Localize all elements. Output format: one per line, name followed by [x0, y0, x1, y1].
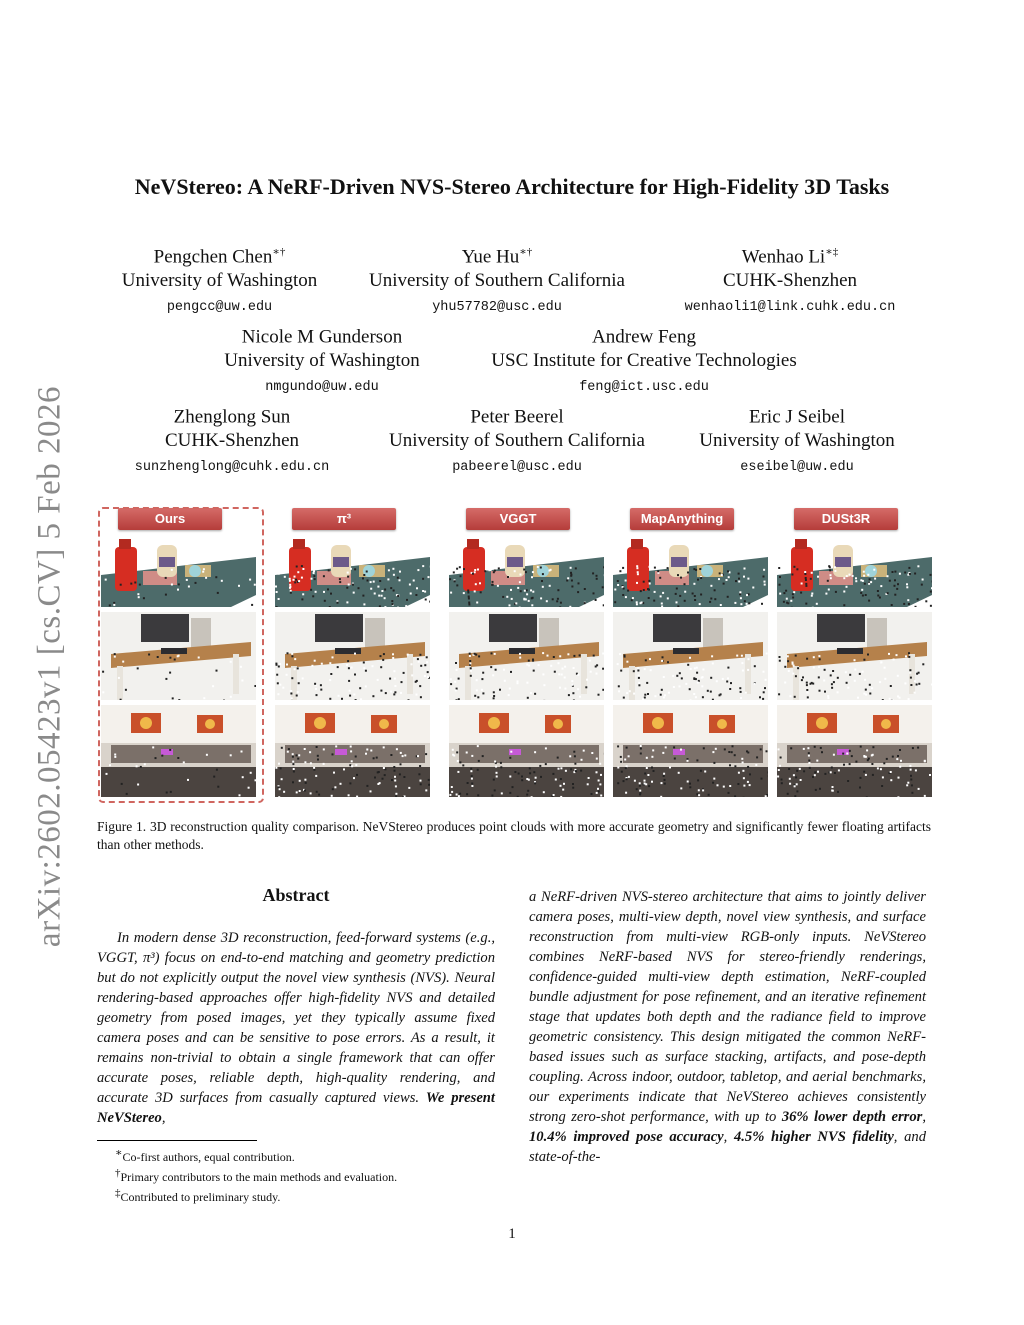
abstract-text: , and state-of-the- — [529, 1129, 926, 1165]
author-name: Nicole M Gunderson — [241, 326, 403, 348]
abstract-text: In modern dense 3D reconstruction, feed-forward systems (e.g., VGGT, π³) focus on end-to-end matching and geometry prediction but do not explicitly output the novel view synthesis (NVS). Neural rendering-based approaches offer high-fidelity NVS and detailed geometry from posed images, yet they typically assume fixed camera poses and can be sensitive to pose errors. As a result, it remains non-trivial to obtain a single framework that can offer accurate poses, reliable depth, high-quality rendering, and accurate 3D surfaces from casually captured views. — [97, 930, 495, 1106]
author-affiliation: University of Washington — [224, 350, 420, 372]
abstract-emphasis: 10.4% improved pose accuracy — [529, 1129, 724, 1145]
point-cloud-render — [613, 705, 768, 797]
point-cloud-render — [613, 535, 768, 607]
author-email[interactable]: nmgundo@uw.edu — [265, 380, 379, 396]
author-block — [97, 240, 342, 321]
footnotes — [97, 1145, 497, 1205]
author-affiliation: University of Southern California — [389, 430, 645, 452]
author-name: Peter Beerel — [470, 406, 564, 428]
footnote — [97, 1165, 497, 1185]
author-affiliation: CUHK-Shenzhen — [722, 270, 858, 292]
method-label: Ours — [118, 508, 222, 530]
author-block — [678, 400, 916, 481]
abstract-emphasis: We present NeVStereo — [97, 1090, 495, 1126]
author-email[interactable]: feng@ict.usc.edu — [579, 380, 709, 396]
method-label: DUSt3R — [794, 508, 898, 530]
point-cloud-render — [275, 535, 430, 607]
footnote-mark: ‡ — [115, 1187, 121, 1199]
author-block — [110, 400, 354, 481]
abstract-text: a NeRF-driven NVS-stereo architecture that aims to jointly deliver camera poses, multi-view depth, novel view synthesis, and surface reconstruction from multi-view RGB-only inputs. NeVStereo combines NeRF-based NVS for stereo-friendly renderings, confidence-guided multi-view depth estimation, NeRF-coupled bundle adjustment for pose refinement, and an iterative refinement stage that updates both depth and the radiance field to improve geometric consistency. This design mitigated the common NeRF-based issues such as surface stacking, artifacts, and pose-depth coupling. Across indoor, outdoor, tabletop, and aerial benchmarks, our experiments indicate that NeVStereo achieves consistently strong zero-shot performance, with up to — [529, 889, 926, 1125]
abstract-emphasis: 36% lower depth error — [781, 1109, 923, 1125]
point-cloud-render — [777, 612, 932, 700]
point-cloud-render — [777, 705, 932, 797]
author-name: Yue Hu — [461, 246, 520, 268]
footnote-mark: ∗ — [115, 1147, 123, 1159]
paper-title: NeVStereo: A NeRF-Driven NVS-Stereo Architecture for High-Fidelity 3D Tasks — [134, 174, 890, 199]
author-marks: ∗† — [519, 246, 533, 258]
abstract-heading: Abstract — [262, 885, 330, 905]
author-name: Zhenglong Sun — [173, 406, 291, 428]
abstract-left-column — [97, 928, 495, 1128]
author-block — [470, 320, 818, 401]
point-cloud-render — [275, 705, 430, 797]
method-label: π³ — [292, 508, 396, 530]
figure-column-3 — [609, 505, 769, 803]
author-email[interactable]: sunzhenglong@cuhk.edu.cn — [134, 460, 330, 476]
footnote-rule — [97, 1140, 257, 1141]
author-email[interactable]: wenhaoli1@link.cuhk.edu.cn — [684, 300, 896, 316]
abstract-text: , — [723, 1129, 728, 1145]
footnote-text: Contributed to preliminary study. — [120, 1190, 281, 1204]
author-block — [372, 400, 662, 481]
footnote-text: Co-first authors, equal contribution. — [122, 1150, 295, 1164]
author-affiliation: University of Washington — [699, 430, 895, 452]
footnote — [97, 1185, 497, 1205]
point-cloud-render — [449, 612, 604, 700]
method-label: VGGT — [466, 508, 570, 530]
author-affiliation: CUHK-Shenzhen — [164, 430, 300, 452]
author-name: Wenhao Li — [741, 246, 826, 268]
author-block — [352, 240, 642, 321]
figure-column-0 — [97, 505, 257, 803]
author-name: Andrew Feng — [592, 326, 696, 348]
author-marks: ∗‡ — [825, 246, 839, 258]
author-block — [660, 240, 920, 321]
method-label: MapAnything — [630, 508, 734, 530]
figure-caption: Figure 1. 3D reconstruction quality comparison. NeVStereo produces point clouds with more accurate geometry and significantly fewer floating artifacts than other methods. — [97, 819, 931, 852]
abstract-text: , — [161, 1110, 166, 1126]
author-email[interactable]: pabeerel@usc.edu — [452, 460, 582, 476]
footnote-mark: † — [115, 1167, 121, 1179]
figure-column-4 — [773, 505, 933, 803]
author-affiliation: University of Southern California — [369, 270, 625, 292]
point-cloud-render — [449, 705, 604, 797]
highlight-frame — [98, 507, 264, 803]
point-cloud-render — [449, 535, 604, 607]
abstract-text: , — [922, 1109, 926, 1125]
author-email[interactable]: yhu57782@usc.edu — [432, 300, 562, 316]
author-affiliation: University of Washington — [121, 270, 318, 292]
point-cloud-render — [275, 612, 430, 700]
page-number: 1 — [508, 1226, 516, 1242]
figure-column-2 — [445, 505, 605, 803]
abstract-right-column — [529, 887, 926, 1167]
point-cloud-render — [613, 612, 768, 700]
arxiv-identifier-stamp: arXiv:2602.05423v1 [cs.CV] 5 Feb 2026 — [31, 385, 68, 948]
author-name: Pengchen Chen — [153, 246, 273, 268]
footnote — [97, 1145, 497, 1165]
author-email[interactable]: eseibel@uw.edu — [740, 460, 854, 476]
abstract-emphasis: 4.5% higher NVS fidelity — [733, 1129, 894, 1145]
figure-column-1 — [271, 505, 431, 803]
author-affiliation: USC Institute for Creative Technologies — [491, 350, 797, 372]
footnote-text: Primary contributors to the main methods and evaluation. — [120, 1170, 398, 1184]
author-block — [200, 320, 444, 401]
figure-reconstruction-comparison — [97, 505, 931, 803]
author-name: Eric J Seibel — [748, 406, 846, 428]
point-cloud-render — [777, 535, 932, 607]
author-email[interactable]: pengcc@uw.edu — [166, 300, 273, 316]
author-marks: ∗† — [272, 246, 286, 258]
